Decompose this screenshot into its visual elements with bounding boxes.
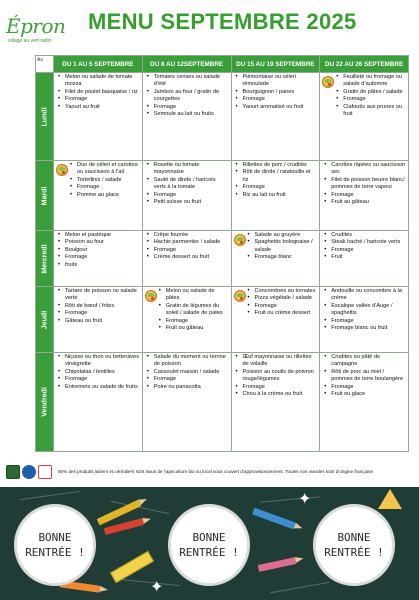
menu-item: • Escalope vallée d’Auge / spaghettis (322, 303, 406, 318)
menu-item: • Semoule au lait ou fruits (145, 111, 229, 118)
menu-item: • Rôti de porc au miel / pommes de terre boulangère (322, 369, 406, 384)
menu-item: • Crudités ou pâté de campagne (322, 354, 406, 369)
menu-item: • Crudités (322, 232, 406, 239)
menu-item: • Rôti de dinde / ratatouille et riz (234, 169, 318, 184)
menu-item: • Chipolatas / lentilles (56, 369, 140, 376)
organic-label-icon (6, 465, 20, 479)
local-label-icon (22, 465, 36, 479)
menu-cell (231, 287, 320, 353)
menu-item: • Fromage (56, 310, 140, 317)
day-name: Jeudi (41, 310, 48, 329)
menu-item: • Poisson au coulis de poivron rouge/légumes (234, 369, 318, 384)
menu-cell (142, 353, 231, 452)
chalk-scribble (270, 582, 329, 593)
menu-item: • Rillettes de porc / crudités (234, 162, 318, 169)
day-label-mardi (36, 161, 54, 231)
day-row-lundi (36, 73, 409, 161)
menu-item: • Sauté de dinde / haricots verts à la tomate (145, 177, 229, 192)
menu-item: • Salade au gruyère (246, 232, 318, 239)
menu-item: • Fromage (234, 384, 318, 391)
greeting-line2: RENTRÉE ! (179, 546, 239, 559)
origin-label-icon (38, 465, 52, 479)
menu-item: • Fromage (157, 318, 229, 325)
menu-item: • Chou à la crème ou fruit (234, 391, 318, 398)
menu-item: • Yaourt aromatisé ou fruit (234, 104, 318, 111)
logo-text: Épron (6, 14, 66, 38)
footnote-bar (6, 464, 413, 482)
menu-cell (54, 287, 143, 353)
week-header-3: DU 15 AU 19 SEPTEMBRE (231, 56, 320, 73)
menu-item: • Fruit ou gâteau (157, 325, 229, 332)
menu-cell (320, 353, 409, 452)
menu-item: • Filet de poulet basquaise / riz (56, 89, 140, 96)
menu-cell (142, 161, 231, 231)
menu-item: • Poire ou panacotta (145, 384, 229, 391)
day-row-jeudi (36, 287, 409, 353)
menu-item: • Fromage (234, 96, 318, 103)
menu-item: • Fromage (322, 192, 406, 199)
menu-item: • Fromage (322, 384, 406, 391)
day-row-vendredi (36, 353, 409, 452)
menu-item: • Salade du moment ou terrine de poisson (145, 354, 229, 369)
menu-item: • Bourguignon / panes (234, 89, 318, 96)
menu-cell (320, 287, 409, 353)
lunchbox-icon (234, 290, 246, 302)
pencil-icon (258, 557, 297, 572)
lunchbox-icon (56, 164, 68, 176)
star-icon: ✦ (150, 579, 164, 596)
menu-item: • Pizza végétale / salade (246, 295, 318, 302)
page-title: MENU SEPTEMBRE 2025 (88, 9, 357, 34)
menu-item: • Crème dessert ou fruit (145, 254, 229, 261)
menu-item: • Boulgour (56, 247, 140, 254)
menu-item: • Andouille ou concombre à la crème (322, 288, 406, 303)
greeting-bubble (313, 504, 395, 586)
menu-cell (231, 73, 320, 161)
menu-item: • Fromage blanc (246, 254, 318, 261)
menu-item: • Fromage (145, 376, 229, 383)
menu-cell (54, 161, 143, 231)
menu-item: • Melon ou salade de tomate mozza (56, 74, 140, 89)
menu-item: • Fruit au gâteau (322, 199, 406, 206)
menu-item: • Gâteau ou fruit (56, 318, 140, 325)
menu-item: • Concombres ou tomates (246, 288, 318, 295)
menu-item: • Fromage (56, 254, 140, 261)
greeting-bubble (14, 504, 96, 586)
menu-item: • Clafoutis aux prunes ou fruit (334, 104, 406, 119)
menu-item: • Entremets ou salade de fruits (56, 384, 140, 391)
menu-item: • Hachis parmentier / salade (145, 239, 229, 246)
menu-item: • Gratin de légumes du soleil / salade de pates (157, 303, 229, 318)
greeting-bubble (168, 504, 250, 586)
menu-item: • fruits (56, 262, 140, 269)
greeting-line1: BONNE (337, 531, 371, 544)
menu-item: • Fromage (322, 247, 406, 254)
menu-item: • Fromage (56, 376, 140, 383)
menu-item: • Carottes râpées ou saucisson sec (322, 162, 406, 177)
menu-cell (320, 231, 409, 287)
week-header-row (36, 56, 409, 73)
lunchbox-icon (145, 290, 157, 302)
menu-item: • Piémontaise ou céleri rémoulade (234, 74, 318, 89)
menu-cell (54, 73, 143, 161)
menu-cell (320, 161, 409, 231)
greeting-line2: RENTRÉE ! (324, 546, 384, 559)
menu-item: • Melon et pastèque (56, 232, 140, 239)
greeting-line2: RENTRÉE ! (25, 546, 85, 559)
day-name: Vendredi (41, 387, 48, 417)
week-header-4: DU 22 AU 26 SEPTEMBRE (320, 56, 409, 73)
menu-item: • Gratin de pâtes / salade (334, 89, 406, 96)
menu-item: • Fromage (56, 96, 140, 103)
menu-item: • Jambon au four / gratin de courgettes (145, 89, 229, 104)
week-header-2: DU 8 AU 12SEPTEMBRE (142, 56, 231, 73)
menu-cell (54, 231, 143, 287)
star-icon: ✦ (298, 491, 312, 508)
menu-cell (142, 73, 231, 161)
menu-item: • Tomates cerises ou salade d’été (145, 74, 229, 89)
ruler-icon (110, 551, 154, 583)
menu-item: • Pomme au glace (68, 192, 140, 199)
menu-item: • Spaghettis bolognaise / salade (246, 239, 318, 254)
menu-item: • Melon ou salade de pâtes (157, 288, 229, 303)
menu-item: • Fromage (145, 104, 229, 111)
menu-item: • Poisson au four (56, 239, 140, 246)
menu-item: • Fromage (68, 184, 140, 191)
day-label-lundi (36, 73, 54, 161)
menu-item: • Feuilleté ou fromage ou salade d’automne (334, 74, 406, 89)
menu-cell (320, 73, 409, 161)
menu-item: • Crêpe fourrée (145, 232, 229, 239)
day-name: Lundi (41, 106, 48, 127)
day-label-mercredi (36, 231, 54, 287)
greeting-line1: BONNE (38, 531, 72, 544)
menu-item: • Fromage (234, 184, 318, 191)
triangle-ruler-icon (378, 489, 402, 509)
logo-tagline: village au vert radio (8, 38, 52, 44)
menu-cell (142, 231, 231, 287)
menu-cell (231, 353, 320, 452)
pencil-icon (252, 508, 296, 530)
day-label-jeudi (36, 287, 54, 353)
menu-item: • Tartare de poisson ou salade verte (56, 288, 140, 303)
menu-item: • Fromage (145, 192, 229, 199)
menu-item: • Fromage (334, 96, 406, 103)
menu-item: • Fromage (145, 247, 229, 254)
chalk-scribble (20, 491, 80, 500)
day-row-mardi (36, 161, 409, 231)
village-logo (6, 6, 76, 52)
menu-item: • Riz au lait ou fruit (234, 192, 318, 199)
day-label-vendredi (36, 353, 54, 452)
menu-item: • Fromage blanc ou fruit (322, 325, 406, 332)
menu-item: • Fruit ou glace (322, 391, 406, 398)
menu-item: • Fromage (246, 303, 318, 310)
menu-cell (142, 287, 231, 353)
lunchbox-icon (234, 234, 246, 246)
corner-label: Ax (36, 56, 54, 73)
menu-item: • Fruit (322, 254, 406, 261)
sourcing-footnote: 80% des produits laitiers et céréaliers sont issus de l’agriculture bio ou local sous couvert d’approvisionnement. Toutes nos viandes sont d’origine française (58, 469, 374, 474)
menu-item: • Steak haché / haricots verts (322, 239, 406, 246)
menu-item: • Petit suisse ou fruit (145, 199, 229, 206)
menu-item: • Yaourt au fruit (56, 104, 140, 111)
menu-item: • Rosette ou tomate mayonnaise (145, 162, 229, 177)
menu-item: • Duo de céleri et carottes ou saucisson à l’ail (68, 162, 140, 177)
menu-item: • Œuf mayonnaise ou rillettes de volaille (234, 354, 318, 369)
menu-item: • Rôti de bœuf / frites (56, 303, 140, 310)
day-name: Mercredi (41, 243, 48, 274)
menu-item: • Tortellinis / salade (68, 177, 140, 184)
day-name: Mardi (41, 186, 48, 205)
menu-item: • Cassoulet maison / salade (145, 369, 229, 376)
menu-item: • Fruit ou crème dessert (246, 310, 318, 317)
week-header-1: DU 1 AU 5 SEPTEMBRE (54, 56, 143, 73)
day-row-mercredi (36, 231, 409, 287)
label-badges (6, 465, 52, 481)
back-to-school-banner (0, 487, 419, 600)
menu-table (35, 55, 409, 452)
menu-item: • Filet de poisson beurre blanc/ pommes de terre vapeur (322, 177, 406, 192)
menu-cell (54, 353, 143, 452)
greeting-line1: BONNE (192, 531, 226, 544)
menu-cell (231, 161, 320, 231)
menu-item: • Niçoise ou thon ou betteraves vinaigrette (56, 354, 140, 369)
menu-cell (231, 231, 320, 287)
menu-item: • Fromage (322, 318, 406, 325)
